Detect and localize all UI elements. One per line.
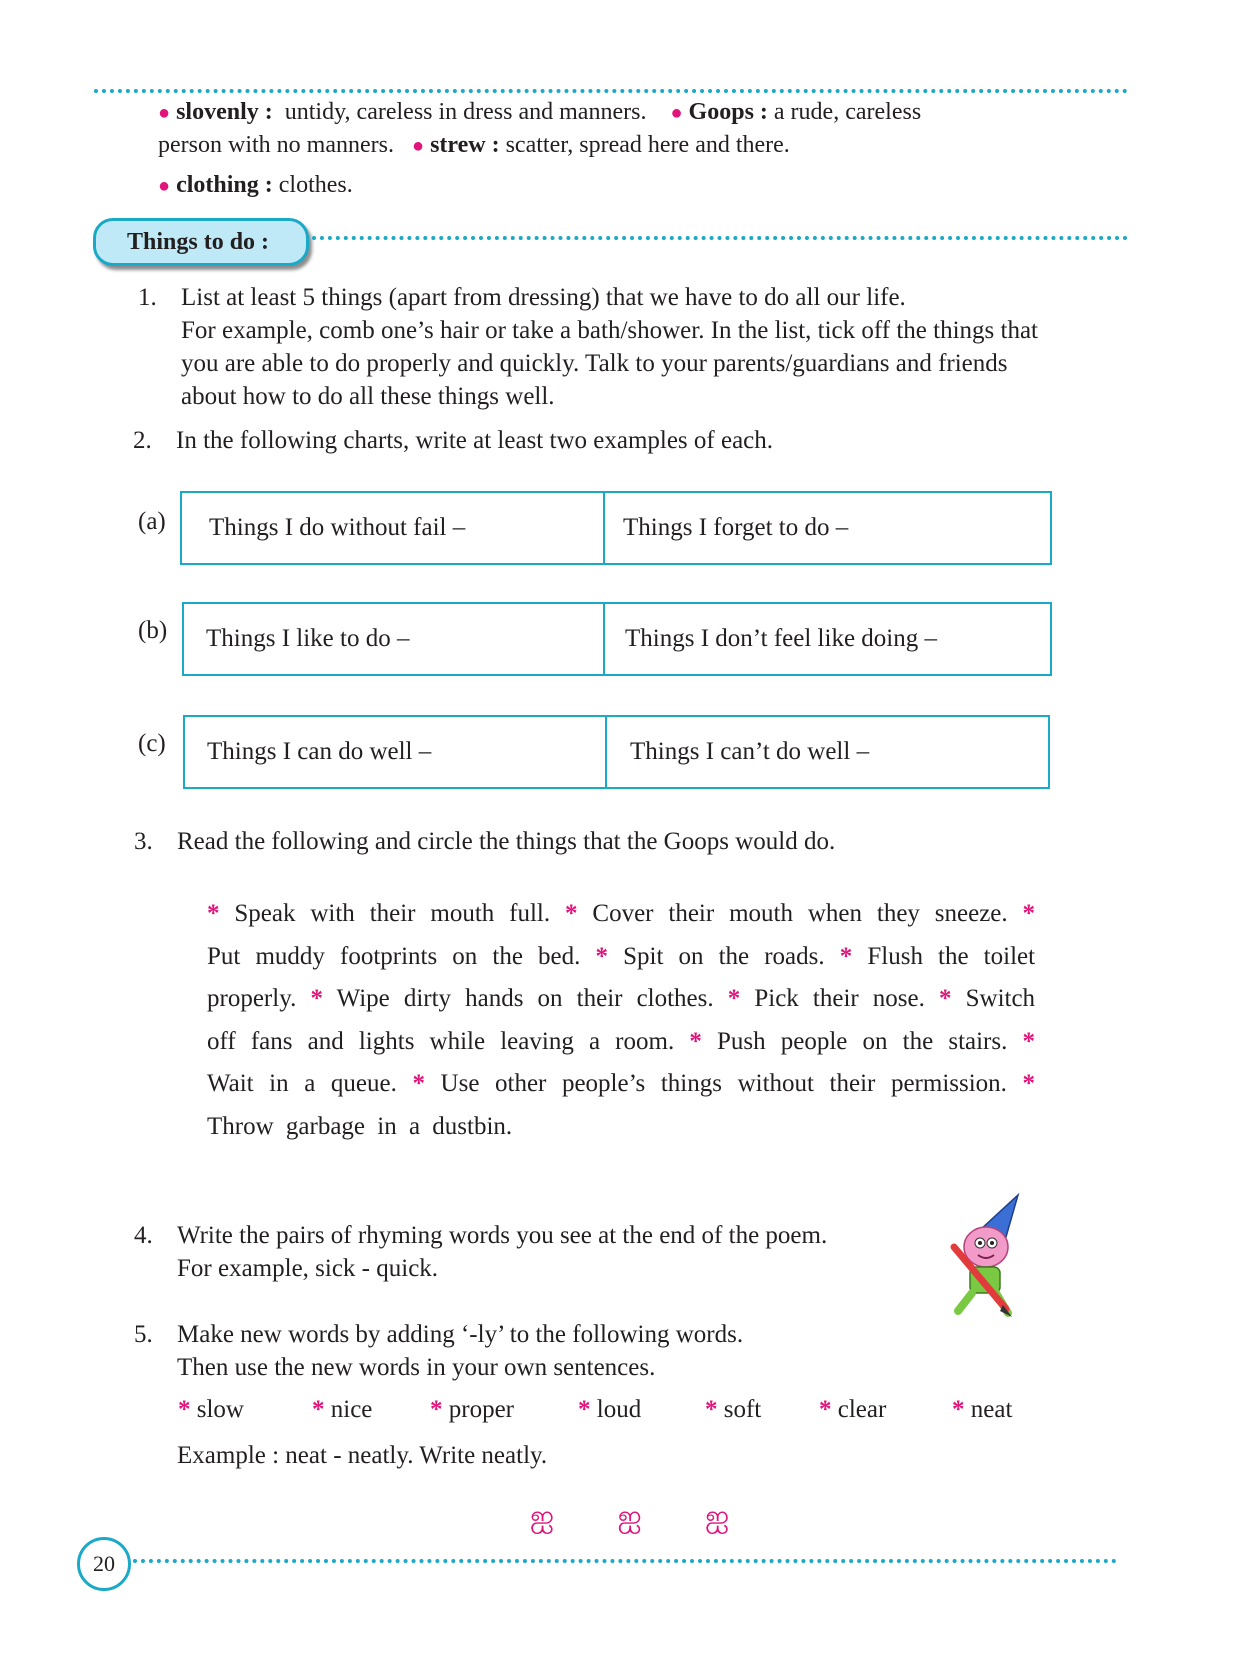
item-number: 4.	[134, 1222, 153, 1249]
page-number: 20	[77, 1537, 131, 1591]
chart-b	[182, 602, 1052, 676]
star-icon: *	[207, 900, 220, 927]
section-label: Things to do :	[93, 218, 309, 266]
goops-item[interactable]: Flush the toilet properly.	[207, 942, 1036, 1012]
chart-letter: (a)	[138, 508, 166, 535]
ly-word	[430, 1393, 514, 1426]
glossary-term: strew :	[430, 132, 500, 158]
question-5-example: Example : neat - neatly. Write neatly.	[177, 1442, 548, 1469]
question-4-line: For example, sick - quick.	[177, 1255, 439, 1282]
star-icon: *	[178, 1396, 191, 1423]
ly-word-text: nice	[330, 1396, 373, 1423]
star-icon: *	[939, 985, 952, 1012]
glossary-term: slovenly :	[176, 99, 273, 125]
question-3: Read the following and circle the things that the Goops would do.	[177, 828, 836, 855]
goops-item[interactable]: Cover their mouth when they sneeze.	[592, 900, 1008, 927]
star-icon: *	[952, 1396, 965, 1423]
star-icon: *	[310, 985, 323, 1012]
ly-word-text: neat	[970, 1396, 1013, 1423]
star-icon: *	[430, 1396, 443, 1423]
goops-item[interactable]: Push people on the stairs.	[716, 1027, 1008, 1055]
goops-item[interactable]: Use other people’s things without their permission.	[440, 1070, 1007, 1097]
question-4-line: Write the pairs of rhyming words you see at the end of the poem.	[177, 1222, 828, 1249]
chart-cell-text: Things I like to do –	[206, 625, 410, 652]
chart-cell-text: Things I don’t feel like doing –	[625, 625, 937, 652]
ly-word-text: soft	[723, 1396, 762, 1423]
goops-item[interactable]: Spit on the roads.	[623, 942, 825, 970]
goops-item[interactable]: Put muddy footprints on the bed.	[207, 942, 581, 970]
star-icon: *	[595, 942, 608, 970]
chart-cell-text: Things I can do well –	[207, 738, 432, 765]
chart-cell-text: Things I forget to do –	[623, 514, 849, 541]
bullet-icon: ●	[670, 102, 683, 124]
ly-word	[819, 1393, 886, 1426]
chart-cell[interactable]	[603, 493, 1050, 563]
goops-item[interactable]: Throw garbage in a dustbin.	[207, 1112, 513, 1140]
glossary-definition: untidy, careless in dress and manners.	[284, 99, 647, 125]
bullet-icon: ●	[158, 175, 171, 197]
goops-behaviour-list	[207, 893, 1035, 1148]
star-icon: *	[1022, 1027, 1035, 1055]
goops-item[interactable]: Switch off fans and lights while leaving a room.	[207, 985, 1036, 1055]
star-icon: *	[689, 1027, 702, 1055]
star-icon: *	[727, 985, 741, 1012]
question-4	[177, 1219, 827, 1285]
star-icon: *	[578, 1396, 591, 1423]
bullet-icon: ●	[411, 135, 425, 157]
chart-cell[interactable]	[603, 604, 1050, 674]
glossary-line-1	[158, 96, 921, 130]
glossary-term: Goops :	[688, 99, 768, 125]
item-number: 2.	[133, 427, 152, 454]
ly-word	[178, 1393, 244, 1426]
goops-item[interactable]: Wipe dirty hands on their clothes.	[336, 985, 714, 1012]
chart-cell-text: Things I do without fail –	[209, 514, 466, 541]
ly-word-text: loud	[596, 1396, 642, 1423]
question-5-line: Then use the new words in your own sentences.	[177, 1354, 656, 1381]
chart-cell[interactable]	[182, 493, 603, 563]
star-icon: *	[839, 942, 853, 970]
goops-item[interactable]: Speak with their mouth full.	[234, 900, 551, 927]
item-number: 3.	[134, 828, 153, 855]
question-1-line: For example, comb one’s hair or take a bath/shower. In the list, tick off the things that	[181, 317, 1038, 344]
chart-cell[interactable]	[184, 604, 603, 674]
ly-word	[952, 1393, 1012, 1426]
question-1-line: about how to do all these things well.	[181, 383, 555, 410]
ornament-icon: ஐ ஐ ஐ	[530, 1500, 758, 1533]
ly-word	[312, 1393, 372, 1426]
chart-letter: (c)	[138, 730, 166, 757]
ly-word	[578, 1393, 641, 1426]
goops-item[interactable]: Pick their nose.	[754, 985, 925, 1012]
star-icon: *	[1022, 1070, 1036, 1097]
star-icon: *	[705, 1396, 718, 1423]
item-number: 5.	[134, 1321, 153, 1348]
chart-cell-text: Things I can’t do well –	[630, 738, 870, 765]
ly-word-text: clear	[837, 1396, 887, 1423]
glossary-definition: a rude, careless	[773, 99, 922, 125]
question-1	[181, 281, 1141, 413]
question-1-line: List at least 5 things (apart from dressing) that we have to do all our life.	[181, 284, 906, 311]
question-5-line: Make new words by adding ‘-ly’ to the following words.	[177, 1321, 744, 1348]
goops-item[interactable]: Wait in a queue.	[207, 1070, 397, 1097]
question-1-line: you are able to do properly and quickly. Talk to your parents/guardians and friends	[181, 350, 1008, 377]
chart-c	[183, 715, 1050, 789]
star-icon: *	[312, 1396, 325, 1423]
bottom-dotted-rule	[133, 1559, 1117, 1563]
chart-cell[interactable]	[185, 717, 605, 787]
question-5	[177, 1318, 743, 1384]
bullet-icon: ●	[158, 102, 171, 124]
item-number: 1.	[138, 284, 157, 311]
question-2: In the following charts, write at least two examples of each.	[176, 427, 774, 454]
ly-word	[705, 1393, 761, 1426]
elf-pencil-illustration	[940, 1185, 1040, 1320]
ly-word-text: slow	[196, 1396, 244, 1423]
glossary-definition: clothes.	[278, 172, 353, 198]
chart-cell[interactable]	[605, 717, 1048, 787]
star-icon: *	[819, 1396, 832, 1423]
star-icon: *	[1022, 900, 1036, 927]
glossary-line-2	[158, 129, 790, 163]
glossary-definition: scatter, spread here and there.	[505, 132, 790, 158]
ly-word-text: proper	[448, 1396, 514, 1423]
glossary-line-3	[158, 169, 353, 203]
chart-letter: (b)	[138, 617, 168, 644]
glossary-definition: person with no manners.	[158, 132, 394, 158]
top-dotted-rule	[94, 89, 1128, 93]
star-icon: *	[412, 1070, 425, 1097]
section-dotted-rule	[312, 236, 1128, 240]
glossary-term: clothing :	[176, 172, 273, 198]
chart-a	[180, 491, 1052, 565]
star-icon: *	[565, 900, 578, 927]
